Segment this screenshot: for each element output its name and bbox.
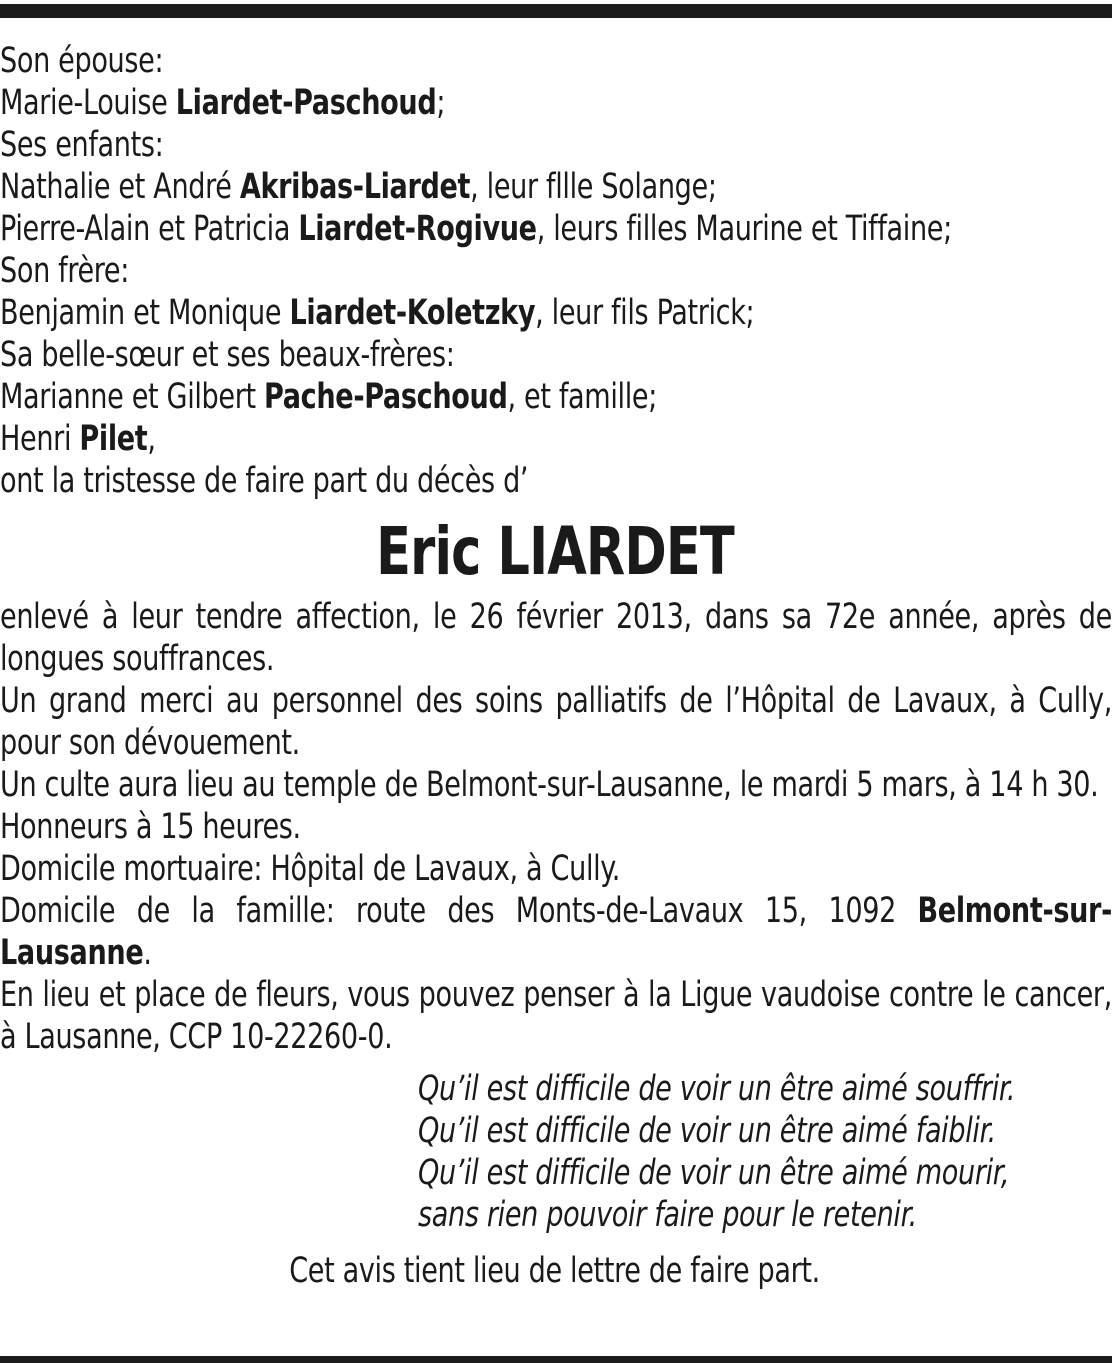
- family-surname: Liardet-Rogivue: [298, 209, 537, 249]
- family-surname: Liardet-Paschoud: [175, 83, 437, 123]
- family-line: [0, 418, 1110, 460]
- footer-note: [0, 1250, 1110, 1292]
- relation-label: Ses enfants:: [0, 125, 164, 165]
- poem-line: [418, 1110, 1110, 1152]
- member-suffix: , et famille;: [507, 377, 657, 417]
- paragraph-thanks: Un grand merci au personnel des soins palliatifs de l’Hôpital de Lavaux, à Cully, pour son dévouement.: [0, 681, 1112, 763]
- member-names: Pierre-Alain et Patricia: [0, 209, 299, 249]
- poem-line-text: Qu’il est difficile de voir un être aimé faiblir.: [418, 1111, 996, 1151]
- family-line: [0, 250, 1110, 292]
- member-suffix: ,: [147, 419, 156, 459]
- family-line: [0, 292, 1110, 334]
- paragraph-honours: Honneurs à 15 heures.: [0, 807, 301, 847]
- family-line: [0, 376, 1110, 418]
- family-line: [0, 82, 1110, 124]
- address-text: Domicile de la famille: route des Monts-de-Lavaux 15, 1092: [0, 891, 918, 931]
- family-list: [0, 40, 1110, 502]
- family-surname: Pache-Paschoud: [264, 377, 508, 417]
- paragraph-family-address: [0, 890, 1112, 974]
- bottom-border-rule: [0, 1356, 1112, 1363]
- poem: [418, 1068, 1110, 1236]
- paragraph-death-info: enlevé à leur tendre affection, le 26 février 2013, dans sa 72e année, après de longues souffrances.: [0, 597, 1112, 679]
- member-names: Marianne et Gilbert: [0, 377, 265, 417]
- member-suffix: ;: [436, 83, 446, 123]
- poem-line: [418, 1194, 1110, 1236]
- poem-line-text: sans rien pouvoir faire pour le retenir.: [418, 1195, 917, 1235]
- paragraph-service: Un culte aura lieu au temple de Belmont-sur-Lausanne, le mardi 5 mars, à 14 h 30.: [0, 765, 1099, 805]
- family-line: [0, 40, 1110, 82]
- poem-line: [418, 1152, 1110, 1194]
- family-line: [0, 166, 1110, 208]
- address-town: Belmont-sur-Lausanne: [0, 891, 1112, 973]
- relation-label: Sa belle-sœur et ses beaux-frères:: [0, 335, 455, 375]
- announcement-text: ont la tristesse de faire part du décès d’: [0, 461, 529, 501]
- relation-label: Son frère:: [0, 251, 129, 291]
- notice-body: [0, 596, 1112, 1058]
- member-names: Marie-Louise: [0, 83, 176, 123]
- poem-line-text: Qu’il est difficile de voir un être aimé mourir,: [418, 1153, 1010, 1193]
- family-line: [0, 334, 1110, 376]
- member-suffix: , leurs filles Maurine et Tiffaine;: [536, 209, 952, 249]
- family-surname: Akribas-Liardet: [239, 167, 471, 207]
- obituary-notice: [0, 40, 1110, 1292]
- member-suffix: , leur fils Patrick;: [535, 293, 755, 333]
- poem-line-text: Qu’il est difficile de voir un être aimé souffrir.: [418, 1069, 1016, 1109]
- family-line: [0, 124, 1110, 166]
- member-names: Henri: [0, 419, 80, 459]
- member-suffix: , leur fllle Solange;: [470, 167, 717, 207]
- top-border-rule: [0, 4, 1112, 18]
- family-surname: Liardet-Koletzky: [289, 293, 536, 333]
- poem-line: [418, 1068, 1110, 1110]
- relation-label: Son épouse:: [0, 41, 164, 81]
- footer-note-text: Cet avis tient lieu de lettre de faire part.: [289, 1251, 821, 1291]
- paragraph-donation: En lieu et place de fleurs, vous pouvez penser à la Ligue vaudoise contre le cancer, à Lausanne, CCP 10-22260-0.: [0, 975, 1112, 1057]
- deceased-name-text: Eric LIARDET: [376, 513, 734, 590]
- paragraph-mortuary: Domicile mortuaire: Hôpital de Lavaux, à Cully.: [0, 849, 620, 889]
- member-names: Nathalie et André: [0, 167, 240, 207]
- family-surname: Pilet: [79, 419, 148, 459]
- member-names: Benjamin et Monique: [0, 293, 290, 333]
- deceased-name: [0, 512, 1110, 592]
- announcement-line: [0, 460, 1110, 502]
- family-line: [0, 208, 1110, 250]
- address-suffix: .: [143, 933, 152, 973]
